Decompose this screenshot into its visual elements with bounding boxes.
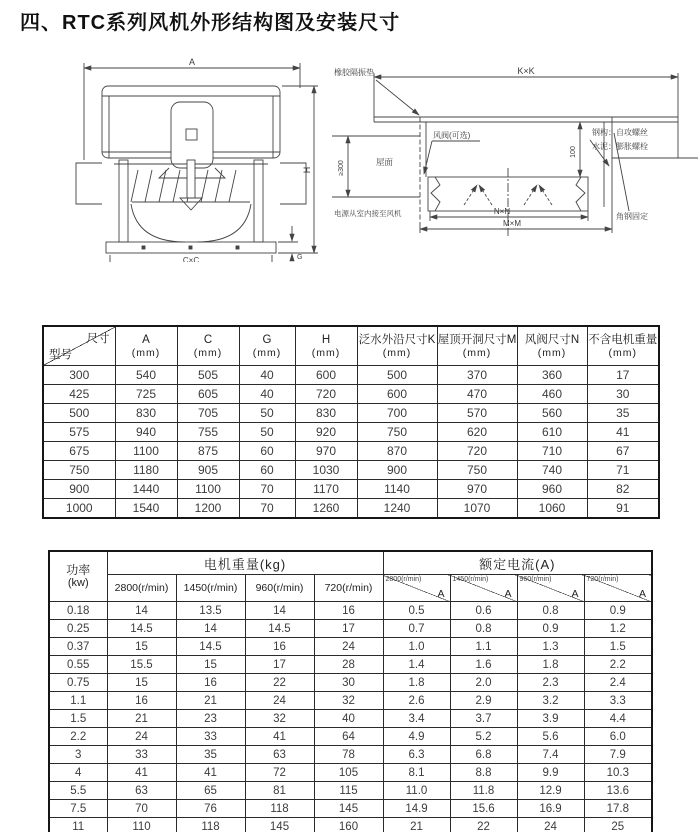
table-cell: 1.1: [49, 692, 107, 710]
table-cell: 160: [314, 818, 383, 832]
table-cell: 17: [587, 366, 659, 385]
table-cell: 65: [176, 782, 245, 800]
table-cell: 118: [176, 818, 245, 832]
table-cell: 725: [115, 385, 177, 404]
table-cell: 3.2: [517, 692, 584, 710]
table-cell: 750: [43, 461, 115, 480]
table-cell: 1030: [295, 461, 357, 480]
table-cell: 6.0: [584, 728, 652, 746]
table-cell: 0.25: [49, 620, 107, 638]
motor-table-speed-row: [49, 575, 652, 602]
table-cell: 118: [245, 800, 314, 818]
table-row: [43, 461, 659, 480]
speed-header-720: 720(r/min): [314, 575, 383, 602]
dimension-table-body: [43, 366, 659, 519]
table-cell: 41: [587, 423, 659, 442]
table-cell: 17: [314, 620, 383, 638]
table-cell: 41: [107, 764, 176, 782]
table-cell: 22: [245, 674, 314, 692]
table-cell: 1070: [437, 499, 517, 519]
table-cell: 830: [115, 404, 177, 423]
table-cell: 1200: [177, 499, 239, 519]
table-cell: 22: [450, 818, 517, 832]
table-cell: 82: [587, 480, 659, 499]
table-cell: 2.2: [49, 728, 107, 746]
dim-h-label: H: [302, 166, 312, 174]
table-cell: 0.7: [383, 620, 450, 638]
table-cell: 1060: [517, 499, 587, 519]
table-cell: 21: [176, 692, 245, 710]
table-cell: 16: [314, 602, 383, 620]
table-cell: 11.0: [383, 782, 450, 800]
table-cell: 28: [314, 656, 383, 674]
table-cell: 15.5: [107, 656, 176, 674]
table-cell: 81: [245, 782, 314, 800]
table-cell: 10.3: [584, 764, 652, 782]
table-cell: 700: [357, 404, 437, 423]
damper-optional-label: 风阀(可选): [433, 131, 471, 140]
dim-100-label: 100: [570, 146, 577, 158]
table-row: [43, 499, 659, 519]
table-cell: 14.9: [383, 800, 450, 818]
current-header-1450: 1450(r/min) A: [450, 575, 517, 602]
current-group-header: 额定电流(A): [383, 551, 652, 575]
table-cell: 500: [43, 404, 115, 423]
table-cell: 0.8: [450, 620, 517, 638]
table-cell: 15: [107, 638, 176, 656]
table-row: [49, 602, 652, 620]
fan-front-view-drawing: [52, 56, 330, 262]
table-cell: 1.8: [517, 656, 584, 674]
motor-table-group-row: [49, 551, 652, 575]
table-cell: 35: [176, 746, 245, 764]
table-cell: 600: [295, 366, 357, 385]
table-cell: 750: [437, 461, 517, 480]
table-cell: 78: [314, 746, 383, 764]
table-cell: 470: [437, 385, 517, 404]
table-row: [49, 782, 652, 800]
roof-label: 屋面: [376, 157, 394, 167]
table-cell: 50: [239, 423, 295, 442]
table-cell: 610: [517, 423, 587, 442]
table-row: [49, 656, 652, 674]
table-row: [49, 710, 652, 728]
table-cell: 4: [49, 764, 107, 782]
table-cell: 13.5: [176, 602, 245, 620]
table-cell: 14.5: [245, 620, 314, 638]
table-cell: 1.2: [584, 620, 652, 638]
table-cell: 14.5: [107, 620, 176, 638]
table-cell: 16: [245, 638, 314, 656]
table-cell: 8.8: [450, 764, 517, 782]
table-cell: 63: [107, 782, 176, 800]
table-cell: 64: [314, 728, 383, 746]
table-row: [49, 764, 652, 782]
speed-header-1450: 1450(r/min): [176, 575, 245, 602]
table-cell: 900: [357, 461, 437, 480]
col-header-n: 风阀尺寸N (mm): [517, 326, 587, 366]
table-cell: 560: [517, 404, 587, 423]
table-cell: 570: [437, 404, 517, 423]
table-cell: 23: [176, 710, 245, 728]
table-cell: 1240: [357, 499, 437, 519]
table-cell: 620: [437, 423, 517, 442]
table-cell: 870: [357, 442, 437, 461]
dim-300-label: ≥300: [338, 160, 345, 176]
table-cell: 67: [587, 442, 659, 461]
table-cell: 1.0: [383, 638, 450, 656]
col-header-g: G (mm): [239, 326, 295, 366]
table-cell: 50: [239, 404, 295, 423]
table-cell: 30: [587, 385, 659, 404]
table-cell: 17: [245, 656, 314, 674]
table-cell: 76: [176, 800, 245, 818]
table-cell: 24: [517, 818, 584, 832]
table-cell: 7.5: [49, 800, 107, 818]
table-row: [49, 800, 652, 818]
table-cell: 2.2: [584, 656, 652, 674]
table-cell: 41: [245, 728, 314, 746]
table-cell: 115: [314, 782, 383, 800]
table-cell: 0.37: [49, 638, 107, 656]
fan-outline: [76, 63, 318, 262]
motor-table-body: [49, 602, 652, 832]
table-cell: 460: [517, 385, 587, 404]
table-row: [49, 620, 652, 638]
table-cell: 360: [517, 366, 587, 385]
table-cell: 1540: [115, 499, 177, 519]
table-cell: 15: [176, 656, 245, 674]
dimension-table-header-row: [43, 326, 659, 366]
dim-a-label: A: [188, 57, 196, 67]
table-cell: 8.1: [383, 764, 450, 782]
table-cell: 60: [239, 461, 295, 480]
table-cell: 5.6: [517, 728, 584, 746]
rubber-pad-label: 橡胶隔振垫: [334, 68, 374, 77]
table-cell: 32: [314, 692, 383, 710]
table-cell: 720: [437, 442, 517, 461]
table-cell: 91: [587, 499, 659, 519]
table-cell: 900: [43, 480, 115, 499]
table-cell: 24: [107, 728, 176, 746]
dim-c-label: C×C: [182, 256, 200, 262]
speed-header-2800: 2800(r/min): [107, 575, 176, 602]
table-row: [49, 692, 652, 710]
table-cell: 5.2: [450, 728, 517, 746]
table-cell: 25: [584, 818, 652, 832]
table-cell: 15.6: [450, 800, 517, 818]
table-cell: 970: [437, 480, 517, 499]
table-cell: 60: [239, 442, 295, 461]
table-cell: 750: [357, 423, 437, 442]
table-cell: 2.4: [584, 674, 652, 692]
table-cell: 2.6: [383, 692, 450, 710]
cement-fixing-label: 水泥：膨胀螺栓: [592, 142, 648, 151]
page-title: 四、RTC系列风机外形结构图及安装尺寸: [20, 12, 401, 34]
table-cell: 1100: [177, 480, 239, 499]
table-cell: 5.5: [49, 782, 107, 800]
dim-m-label: M×M: [503, 219, 521, 228]
table-cell: 875: [177, 442, 239, 461]
table-cell: 1.5: [49, 710, 107, 728]
table-cell: 1140: [357, 480, 437, 499]
table-cell: 24: [245, 692, 314, 710]
power-note-label: 电源从室内接至风机: [334, 209, 402, 218]
table-cell: 605: [177, 385, 239, 404]
table-row: [49, 638, 652, 656]
table-cell: 1180: [115, 461, 177, 480]
steel-fixing-label: 钢构：自攻螺丝: [592, 128, 648, 137]
table-cell: 940: [115, 423, 177, 442]
col-header-m: 屋顶开洞尺寸M (mm): [437, 326, 517, 366]
col-header-a: A (mm): [115, 326, 177, 366]
table-cell: 1.5: [584, 638, 652, 656]
table-cell: 33: [176, 728, 245, 746]
table-cell: 16: [176, 674, 245, 692]
table-cell: 24: [314, 638, 383, 656]
table-cell: 7.9: [584, 746, 652, 764]
col-header-h: H (mm): [295, 326, 357, 366]
table-cell: 1000: [43, 499, 115, 519]
table-cell: 4.9: [383, 728, 450, 746]
table-cell: 740: [517, 461, 587, 480]
table-cell: 0.6: [450, 602, 517, 620]
table-cell: 14.5: [176, 638, 245, 656]
table-cell: 0.9: [517, 620, 584, 638]
table-cell: 3: [49, 746, 107, 764]
table-cell: 11: [49, 818, 107, 832]
table-cell: 6.3: [383, 746, 450, 764]
table-cell: 30: [314, 674, 383, 692]
table-cell: 70: [107, 800, 176, 818]
table-cell: 41: [176, 764, 245, 782]
table-row: [49, 728, 652, 746]
table-cell: 14: [176, 620, 245, 638]
table-cell: 575: [43, 423, 115, 442]
table-cell: 14: [245, 602, 314, 620]
table-cell: 15: [107, 674, 176, 692]
table-cell: 1.4: [383, 656, 450, 674]
table-cell: 1.6: [450, 656, 517, 674]
table-cell: 1.3: [517, 638, 584, 656]
table-cell: 3.9: [517, 710, 584, 728]
table-cell: 21: [383, 818, 450, 832]
corner-model-label: 型号: [49, 349, 72, 361]
dimension-table: [42, 325, 660, 519]
installation-section-drawing: [332, 64, 698, 240]
table-row: [43, 480, 659, 499]
dim-k-label: K×K: [517, 66, 535, 76]
table-cell: 1100: [115, 442, 177, 461]
table-cell: 300: [43, 366, 115, 385]
table-cell: 110: [107, 818, 176, 832]
table-cell: 17.8: [584, 800, 652, 818]
corner-header-cell: [43, 326, 115, 366]
table-cell: 0.18: [49, 602, 107, 620]
table-cell: 33: [107, 746, 176, 764]
table-cell: 21: [107, 710, 176, 728]
table-cell: 1.8: [383, 674, 450, 692]
table-row: [49, 674, 652, 692]
table-cell: 11.8: [450, 782, 517, 800]
current-header-720: 720(r/min) A: [584, 575, 652, 602]
table-row: [49, 746, 652, 764]
table-cell: 63: [245, 746, 314, 764]
table-cell: 16.9: [517, 800, 584, 818]
table-cell: 830: [295, 404, 357, 423]
table-cell: 720: [295, 385, 357, 404]
table-cell: 2.0: [450, 674, 517, 692]
dim-n-label: N×N: [493, 207, 511, 216]
table-cell: 145: [245, 818, 314, 832]
table-cell: 6.8: [450, 746, 517, 764]
table-cell: 3.4: [383, 710, 450, 728]
table-cell: 0.75: [49, 674, 107, 692]
table-cell: 145: [314, 800, 383, 818]
angle-steel-label: 角钢固定: [616, 212, 648, 221]
table-cell: 4.4: [584, 710, 652, 728]
col-header-weight: 不含电机重量 (mm): [587, 326, 659, 366]
table-cell: 370: [437, 366, 517, 385]
col-header-c: C (mm): [177, 326, 239, 366]
table-cell: 675: [43, 442, 115, 461]
table-cell: 505: [177, 366, 239, 385]
current-header-2800: 2800(r/min) A: [383, 575, 450, 602]
table-cell: 1170: [295, 480, 357, 499]
table-cell: 2.3: [517, 674, 584, 692]
power-header-cell: 功率 (kw): [49, 551, 107, 602]
table-cell: 2.9: [450, 692, 517, 710]
table-cell: 425: [43, 385, 115, 404]
table-cell: 3.7: [450, 710, 517, 728]
table-cell: 14: [107, 602, 176, 620]
table-cell: 1.1: [450, 638, 517, 656]
table-cell: 600: [357, 385, 437, 404]
table-cell: 755: [177, 423, 239, 442]
table-cell: 35: [587, 404, 659, 423]
table-row: [43, 385, 659, 404]
table-cell: 1440: [115, 480, 177, 499]
table-cell: 0.8: [517, 602, 584, 620]
motor-table: [48, 550, 653, 832]
table-row: [49, 818, 652, 832]
table-cell: 9.9: [517, 764, 584, 782]
table-cell: 3.3: [584, 692, 652, 710]
table-cell: 12.9: [517, 782, 584, 800]
weight-group-header: 电机重量(kg): [107, 551, 383, 575]
table-cell: 1260: [295, 499, 357, 519]
table-cell: 72: [245, 764, 314, 782]
dim-g-label: G: [297, 254, 303, 261]
table-cell: 71: [587, 461, 659, 480]
table-cell: 105: [314, 764, 383, 782]
table-cell: 13.6: [584, 782, 652, 800]
speed-header-960: 960(r/min): [245, 575, 314, 602]
table-cell: 0.5: [383, 602, 450, 620]
table-cell: 905: [177, 461, 239, 480]
table-cell: 70: [239, 480, 295, 499]
table-cell: 0.55: [49, 656, 107, 674]
table-cell: 16: [107, 692, 176, 710]
table-cell: 710: [517, 442, 587, 461]
table-cell: 970: [295, 442, 357, 461]
table-cell: 0.9: [584, 602, 652, 620]
table-row: [43, 366, 659, 385]
table-cell: 960: [517, 480, 587, 499]
table-row: [43, 442, 659, 461]
table-row: [43, 423, 659, 442]
table-cell: 40: [239, 366, 295, 385]
table-cell: 40: [314, 710, 383, 728]
table-cell: 32: [245, 710, 314, 728]
table-cell: 705: [177, 404, 239, 423]
current-header-960: 960(r/min) A: [517, 575, 584, 602]
table-cell: 920: [295, 423, 357, 442]
table-row: [43, 404, 659, 423]
table-cell: 500: [357, 366, 437, 385]
table-cell: 7.4: [517, 746, 584, 764]
table-cell: 70: [239, 499, 295, 519]
corner-size-label: 尺寸: [86, 333, 110, 345]
table-cell: 540: [115, 366, 177, 385]
table-cell: 40: [239, 385, 295, 404]
col-header-k: 泛水外沿尺寸K (mm): [357, 326, 437, 366]
